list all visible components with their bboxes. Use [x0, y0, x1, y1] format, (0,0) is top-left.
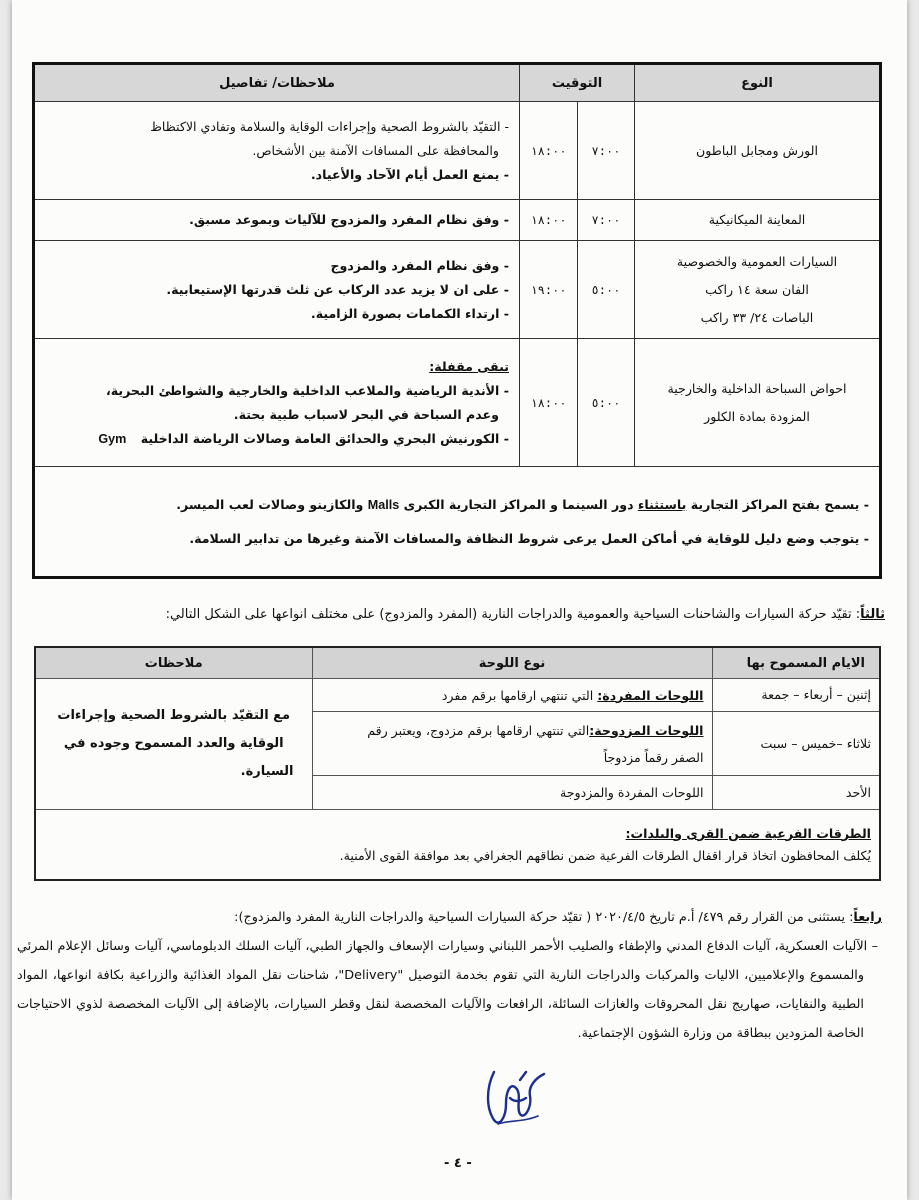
notes-cell: - وفق نظام المفرد والمزدوج للآليات وبموعد مسبق.: [34, 200, 520, 241]
header-timing: التوقيت: [520, 64, 635, 102]
type-cell: السيارات العمومية والخصوصية الفان سعة ١٤ راكب الباصات ٢٤/ ٣٣ راكب: [635, 241, 881, 339]
signature: [480, 1058, 554, 1136]
type-cell: الورش ومجابل الباطون: [635, 102, 881, 200]
days-cell: إثنين – أربعاء – جمعة: [712, 679, 880, 712]
header-notes: ملاحظات/ تفاصيل: [34, 64, 520, 102]
gym-label: Gym: [98, 431, 127, 446]
section-3-heading: ثالثاً: تقيّد حركة السيارات والشاحنات السياحية والعمومية والدراجات النارية (المفرد والمزدوج) على مختلف انواعها على الشكل التالي:: [165, 607, 885, 622]
table-row: [34, 102, 881, 200]
plate-cell: اللوحات المفردة: التي تنتهي ارقامها برقم مفرد: [312, 679, 712, 712]
header-type: النوع: [635, 64, 881, 102]
page-number: - ٤ -: [444, 1156, 472, 1171]
table-header-row: [35, 647, 880, 679]
plate-cell: اللوحات المفردة والمزدوجة: [312, 776, 712, 810]
table-row: [34, 200, 881, 241]
time-from: ٧:٠٠: [578, 102, 635, 200]
type-cell: احواض السباحة الداخلية والخارجية المزودة بمادة الكلور: [635, 339, 881, 467]
days-cell: ثلاثاء –خميس – سبت: [712, 712, 880, 776]
days-cell: الأحد: [712, 776, 880, 810]
time-from: ٥:٠٠: [578, 241, 635, 339]
time-to: ١٨:٠٠: [520, 339, 578, 467]
type-cell: المعاينة الميكانيكية: [635, 200, 881, 241]
signature-mark: [480, 1058, 554, 1132]
time-from: ٧:٠٠: [578, 200, 635, 241]
time-to: ١٨:٠٠: [520, 102, 578, 200]
time-to: ١٨:٠٠: [520, 200, 578, 241]
table-row: [34, 241, 881, 339]
table-footer: - يسمح بفتح المراكز التجارية باستثناء دور السينما و المراكز التجارية الكبرى Malls والكازينو وصالات لعب الميسر. - يتوجب وضع دليل للوقاية في أماكن العمل يرعى شروط النظافة والمسافات الآمنة وغيرها من تدابير السلامة.: [34, 467, 881, 578]
section-4-heading: رابعاً: يستثنى من القرار رقم ٤٧٩/ أ.م تاريخ ٢٠٢٠/٤/٥ ( تقيّد حركة السيارات السياحية والدراجات النارية المفرد والمزدوج):: [234, 910, 882, 925]
notes-cell: - وفق نظام المفرد والمزدوج - على ان لا يزيد عدد الركاب عن ثلث قدرتها الإستيعابية. - ارتداء الكمامات بصورة الزامية.: [34, 241, 520, 339]
closed-title: تبقى مقفلة:: [429, 358, 509, 374]
time-to: ١٩:٠٠: [520, 241, 578, 339]
table-footer-row: [35, 810, 880, 881]
plate-cell: اللوحات المزدوجة:التي تنتهي ارقامها برقم مزدوج، ويعتبر رقم الصفر رقماً مزدوجاً: [312, 712, 712, 776]
table-row: [34, 339, 881, 467]
section-4-paragraph: – الآليات العسكرية، آليات الدفاع المدني والإطفاء والصليب الأحمر اللبناني وسيارات الإسعاف والجهاز الطبي، آليات السلك الدبلوماسي، آليات وسائل الإعلام المرئي والمسموع والإعلاميين، الاليات والمركبات والدراجات النارية التي تقوم بخدمة التوصيل "Delivery"، شاحنات نقل المواد الغذائية والزراعية بكافة انواعها، المواد الطبية والنفايات، صهاريج نقل المحروقات والغازات السائلة، الرافعات والآليات المخصصة لنقل وقطر السيارات، بالإضافة إلى الآليات المخصصة لذوي الاحتياجات الخاصة المزودين ببطاقة من وزارة الشؤون الإجتماعية.: [17, 939, 878, 1041]
header-remarks: ملاحظات: [35, 647, 312, 679]
activities-table: [32, 62, 882, 579]
table-row: [35, 679, 880, 712]
header-days: الايام المسموح بها: [712, 647, 880, 679]
header-plate: نوع اللوحة: [312, 647, 712, 679]
section-4: [17, 903, 882, 1048]
notes-cell: تبقى مقفلة: - الأندية الرياضية والملاعب الداخلية والخارجية والشواطئ البحرية، وعدم السباحة في البحر لاسباب طبية بحتة. - الكورنيش البحري والحدائق العامة وصالات الرياضة الداخلية Gym: [34, 339, 520, 467]
table-header-row: [34, 64, 881, 102]
notes-cell: - التقيّد بالشروط الصحية وإجراءات الوقاية والسلامة وتفادي الاكتظاظ والمحافظة على المسافات الآمنة بين الأشخاص. - يمنع العمل أيام الآحاد والأعياد.: [34, 102, 520, 200]
plates-table-footer: الطرقات الفرعية ضمن القرى والبلدات: يُكلف المحافظون اتخاذ قرار اقفال الطرقات الفرعية ضمن نطاقهم الجغرافي بعد موافقة القوى الأمنية.: [35, 810, 880, 881]
plates-table: [34, 646, 881, 881]
document-page: [12, 0, 907, 1200]
table-footer-row: [34, 467, 881, 578]
remarks-cell: مع التقيّد بالشروط الصحية وإجراءات الوقاية والعدد المسموح وجوده في السيارة.: [35, 679, 312, 810]
time-from: ٥:٠٠: [578, 339, 635, 467]
